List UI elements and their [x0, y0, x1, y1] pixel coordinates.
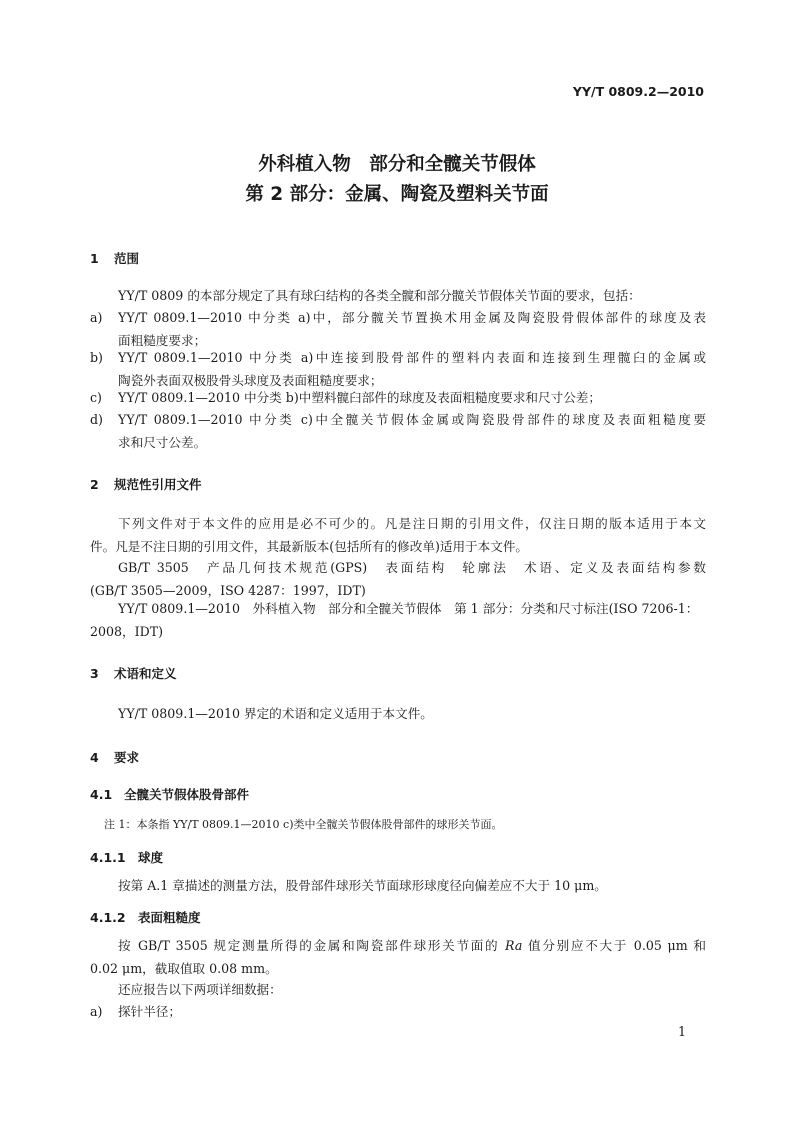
document-title-line-2: 第 2 部分：金属、陶瓷及塑料关节面 [245, 184, 549, 205]
list-item [90, 409, 706, 454]
paragraph-line: 件。凡是不注日期的引用文件，其最新版本(包括所有的修改单)适用于本文件。 [90, 538, 529, 554]
list-item [90, 1001, 706, 1024]
section-4-1-1-heading [90, 848, 163, 866]
section-4-heading [90, 748, 139, 766]
section-title: 规范性引用文件 [114, 477, 202, 492]
list-text-cont: 面粗糙度要求； [118, 332, 207, 348]
section-number: 2 [90, 477, 99, 492]
ra-symbol: Ra [505, 938, 523, 953]
list-text: YY/T 0809.1—2010 中分类 c)中全髋关节假体金属或陶瓷股骨部件的球度及表面粗糙度要 [118, 412, 706, 427]
list-text-cont: 求和尺寸公差。 [118, 434, 207, 450]
section-number: 4.1 [90, 787, 113, 802]
section-number: 1 [90, 251, 99, 266]
reference-yyt0809-1 [90, 598, 706, 643]
reference-gbt3505 [90, 557, 706, 602]
normative-intro [90, 513, 706, 558]
reference-line: (GB/T 3505—2009，ISO 4287：1997，IDT) [90, 582, 366, 598]
section-4-1-2-heading [90, 908, 201, 926]
list-label: a) [90, 1004, 103, 1019]
text-span: 按 GB/T 3505 规定测量所得的金属和陶瓷部件球形关节面的 [118, 938, 506, 953]
document-title-line-1: 外科植入物 部分和全髋关节假体 [258, 154, 536, 175]
list-label: b) [90, 350, 103, 365]
section-number: 4 [90, 750, 99, 765]
section-title: 全髋关节假体股骨部件 [124, 787, 250, 802]
section-title: 范围 [114, 251, 140, 266]
list-label: d) [90, 412, 103, 427]
text-span: 值分别应不大于 0.05 μm 和 [522, 938, 706, 953]
list-item [90, 347, 706, 392]
paragraph-line [90, 935, 706, 958]
list-text: 探针半径； [118, 1004, 181, 1019]
reference-line: GB/T 3505 产品几何技术规范(GPS) 表面结构 轮廓法 术语、定义及表面结构参数 [118, 560, 706, 575]
list-item [90, 307, 706, 352]
reference-line: YY/T 0809.1—2010 外科植入物 部分和全髋关节假体 第 1 部分：分类和尺寸标注(ISO 7206-1： [118, 601, 699, 616]
section-number: 4.1.2 [90, 910, 126, 925]
standard-code: YY/T 0809.2—2010 [572, 84, 704, 99]
sphericity-paragraph: 按第 A.1 章描述的测量方法，股骨部件球形关节面球形球度径向偏差应不大于 10 μm。 [118, 878, 607, 893]
section-title: 表面粗糙度 [138, 910, 201, 925]
report-paragraph: 还应报告以下两项详细数据： [118, 982, 282, 997]
list-text: YY/T 0809.1—2010 中分类 a)中，部分髋关节置换术用金属及陶瓷股骨假体部件的球度及表 [118, 310, 706, 325]
paragraph-line: 0.02 μm，截取值取 0.08 mm。 [90, 960, 278, 976]
terms-paragraph: YY/T 0809.1—2010 界定的术语和定义适用于本文件。 [118, 706, 433, 721]
section-2-heading [90, 475, 202, 493]
roughness-paragraph [90, 935, 706, 980]
list-text-cont: 陶瓷外表面双极股骨头球度及表面粗糙度要求； [118, 372, 383, 388]
list-item [90, 387, 706, 410]
list-text: YY/T 0809.1—2010 中分类 b)中塑料髋臼部件的球度及表面粗糙度要求和尺寸公差； [118, 390, 601, 405]
section-number: 4.1.1 [90, 850, 126, 865]
section-1-heading [90, 249, 139, 267]
section-3-heading [90, 664, 177, 682]
paragraph-line: 下列文件对于本文件的应用是必不可少的。凡是注日期的引用文件，仅注日期的版本适用于本文 [118, 516, 706, 531]
section-title: 球度 [138, 850, 164, 865]
scope-intro: YY/T 0809 的本部分规定了具有球臼结构的各类全髋和部分髋关节假体关节面的要求，包括： [118, 288, 641, 303]
list-label: c) [90, 390, 102, 405]
list-text: YY/T 0809.1—2010 中分类 a)中连接到股骨部件的塑料内表面和连接到生理髋臼的金属或 [118, 350, 706, 365]
section-title: 要求 [114, 750, 140, 765]
section-number: 3 [90, 666, 99, 681]
section-title: 术语和定义 [114, 666, 177, 681]
note-1: 注 1：本条指 YY/T 0809.1—2010 c)类中全髋关节假体股骨部件的球形关节面。 [104, 818, 503, 831]
section-4-1-heading [90, 785, 249, 803]
reference-line: 2008，IDT) [90, 623, 164, 639]
page-number: 1 [678, 1024, 687, 1039]
list-label: a) [90, 310, 103, 325]
